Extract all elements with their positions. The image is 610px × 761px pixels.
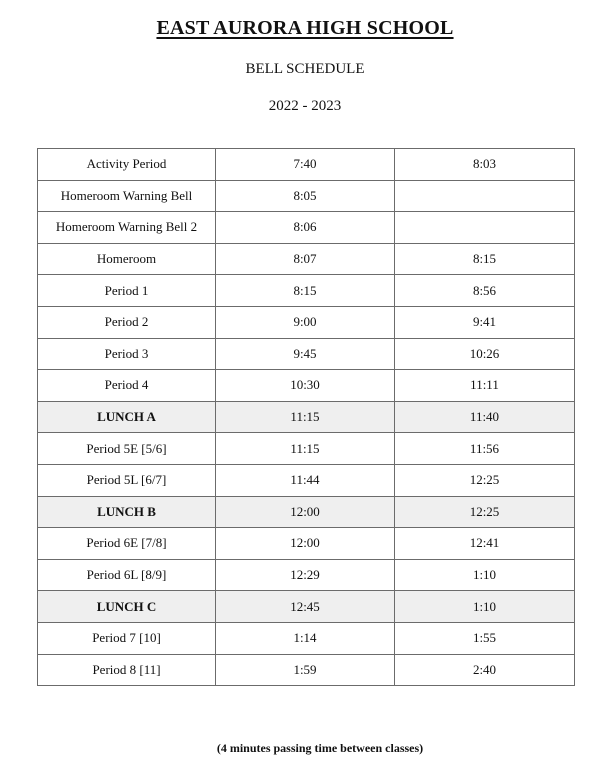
schedule-row [38, 212, 575, 244]
period-name: Period 5L [6/7] [38, 464, 216, 496]
end-time [395, 212, 575, 244]
schedule-row [38, 149, 575, 181]
period-name: Period 1 [38, 275, 216, 307]
period-name: LUNCH A [38, 401, 216, 433]
lunch-row [38, 401, 575, 433]
period-name: Period 6E [7/8] [38, 528, 216, 560]
period-name: Period 8 [11] [38, 654, 216, 686]
end-time [395, 180, 575, 212]
end-time: 8:15 [395, 243, 575, 275]
start-time: 11:15 [216, 401, 395, 433]
schedule-row [38, 338, 575, 370]
end-time: 8:56 [395, 275, 575, 307]
end-time: 8:03 [395, 149, 575, 181]
schedule-row [38, 433, 575, 465]
lunch-row [38, 591, 575, 623]
start-time: 8:07 [216, 243, 395, 275]
lunch-row [38, 496, 575, 528]
period-name: Homeroom Warning Bell 2 [38, 212, 216, 244]
schedule-row [38, 180, 575, 212]
end-time: 11:11 [395, 370, 575, 402]
end-time: 11:56 [395, 433, 575, 465]
period-name: Period 3 [38, 338, 216, 370]
end-time: 1:55 [395, 622, 575, 654]
period-name: Homeroom Warning Bell [38, 180, 216, 212]
start-time: 12:45 [216, 591, 395, 623]
start-time: 8:05 [216, 180, 395, 212]
end-time: 2:40 [395, 654, 575, 686]
schedule-row [38, 243, 575, 275]
schedule-row [38, 275, 575, 307]
bell-schedule-table [37, 148, 575, 686]
start-time: 7:40 [216, 149, 395, 181]
period-name: Period 6L [8/9] [38, 559, 216, 591]
schedule-row [38, 306, 575, 338]
schedule-title: BELL SCHEDULE [245, 61, 365, 77]
period-name: LUNCH C [38, 591, 216, 623]
start-time: 10:30 [216, 370, 395, 402]
schedule-row [38, 622, 575, 654]
start-time: 1:59 [216, 654, 395, 686]
start-time: 12:29 [216, 559, 395, 591]
school-name-heading: EAST AURORA HIGH SCHOOL [156, 17, 454, 39]
end-time: 9:41 [395, 306, 575, 338]
schedule-row [38, 464, 575, 496]
start-time: 9:45 [216, 338, 395, 370]
period-name: Period 4 [38, 370, 216, 402]
end-time: 1:10 [395, 591, 575, 623]
end-time: 12:25 [395, 496, 575, 528]
period-name: Period 7 [10] [38, 622, 216, 654]
start-time: 8:06 [216, 212, 395, 244]
end-time: 10:26 [395, 338, 575, 370]
schedule-row [38, 654, 575, 686]
start-time: 11:44 [216, 464, 395, 496]
start-time: 1:14 [216, 622, 395, 654]
end-time: 11:40 [395, 401, 575, 433]
end-time: 1:10 [395, 559, 575, 591]
start-time: 12:00 [216, 496, 395, 528]
schedule-row [38, 370, 575, 402]
start-time: 11:15 [216, 433, 395, 465]
end-time: 12:41 [395, 528, 575, 560]
period-name: Period 5E [5/6] [38, 433, 216, 465]
schedule-row [38, 559, 575, 591]
schedule-row [38, 528, 575, 560]
start-time: 9:00 [216, 306, 395, 338]
school-year: 2022 - 2023 [268, 98, 342, 114]
start-time: 12:00 [216, 528, 395, 560]
end-time: 12:25 [395, 464, 575, 496]
period-name: LUNCH B [38, 496, 216, 528]
start-time: 8:15 [216, 275, 395, 307]
period-name: Homeroom [38, 243, 216, 275]
period-name: Activity Period [38, 149, 216, 181]
period-name: Period 2 [38, 306, 216, 338]
passing-time-note: (4 minutes passing time between classes) [216, 741, 424, 755]
